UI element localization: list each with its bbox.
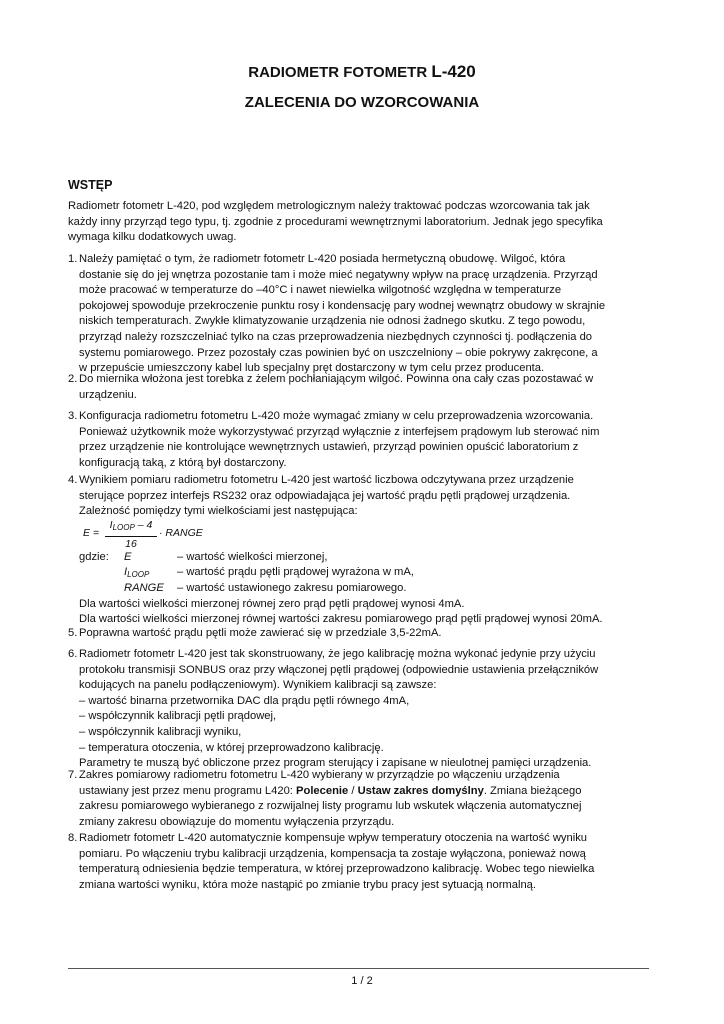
definition-row [79,550,660,566]
definition-description: – wartość prądu pętli prądowej wyrażona w mA, [177,566,414,579]
item-line: Należy pamiętać o tym, że radiometr fotometr L-420 posiada hermetyczną obudowę. Wilgoć, która [79,253,566,265]
title-prefix: RADIOMETR FOTOMETR [248,64,432,81]
formula-numerator-rest: – 4 [134,518,153,531]
item-line: Dla wartości wielkości mierzonej równej wartości zakresu pomiarowego prąd pętli prądowej wynosi 20mA. [79,613,603,626]
item-line: przyrząd należy rozszczelniać tylko na czas przeprowadzenia niezbędnych czynności tj. podłączenia do [79,330,593,343]
item-line: Radiometr fotometr L-420 automatycznie kompensuje wpływ temperatury otoczenia na wartość wyniku [79,832,588,844]
definition-symbol: RANGE [124,581,164,594]
item-line: urządzeniu. [79,388,137,401]
definition-description: – wartość wielkości mierzonej, [177,550,328,563]
definition-symbol-base: I [124,566,128,579]
list-item-2 [68,372,660,403]
intro-line: wymaga kilku dodatkowych uwag. [68,231,237,244]
item-number: 8. [68,832,78,844]
menu-path-suffix: . Zmiana bieżącego [483,784,582,797]
item-number: 2. [68,373,78,385]
item-line: protokołu transmisji SONBUS oraz przy włączonej pętli prądowej (odpowiednie ustawienia przełączników [79,663,599,676]
item-line: sterujące poprzez interfejs RS232 oraz odpowiadająca jej wartość prądu pętli prądowej urządzenia. [79,489,571,502]
item-line: – współczynnik kalibracji pętli prądowej, [79,710,277,723]
item-line: Dla wartości wielkości mierzonej równej zero prąd pętli prądowej wynosi 4mA. [79,597,465,610]
item-line: – wartość binarna przetwornika DAC dla prądu pętli równego 4mA, [79,694,410,707]
item-line: Konfiguracja radiometru fotometru L-420 może wymagać zmiany w celu przeprowadzenia wzorcowania. [79,410,594,422]
item-line: w przepuście umieszczony kabel lub specjalny pręt dostarczony w tym celu przez producenta. [79,362,545,375]
item-line: Parametry te muszą być obliczone przez program sterujący i zapisane w nieulotnej pamięci urządzenia. [79,757,592,770]
formula-fraction [105,518,157,553]
formula-numerator-sub: LOOP [112,522,135,532]
intro-line: Radiometr fotometr L-420, pod względem metrologicznym należy traktować podczas wzorcowania tak jak [68,200,590,212]
intro-paragraph [68,199,660,246]
item-line: może pracować w temperaturze do –40°C i nawet niewielka wilgotność względna w temperaturze [79,284,562,297]
intro-line: każdy inny przyrząd tego typu, tj. zgodnie z procedurami wewnętrznymi laboratorium. Jednak jego specyfika [68,215,603,228]
item-line: Poprawna wartość prądu pętli może zawierać się w przedziale 3,5-22mA. [79,627,442,639]
item-line: systemu pomiarowego. Przez pozostały czas powinien być on uszczelniony – obie pokrywy zakręcone, a [79,346,598,359]
item-line: temperaturą odniesienia będzie temperatura, w której przeprowadzono kalibrację. Wobec tego niewielka [79,863,595,876]
item-number: 3. [68,410,78,422]
document-title [0,62,724,82]
item-number: 5. [68,627,78,639]
menu-separator: / [348,784,358,797]
definition-description: – wartość ustawionego zakresu pomiarowego. [177,581,407,594]
item-line: Do miernika włożona jest torebka z żelem pochłaniającym wilgoć. Powinna ona cały czas pozostawać w [79,373,594,385]
definition-symbol: E [124,550,132,563]
item-number: 4. [68,474,78,486]
item-line: przez urządzenie nie kontrolujące wewnętrznych ustawień, przyrząd powinien opuścić laboratorium z [79,441,579,454]
item-line: konfiguracją taką, z którą był dostarczony. [79,456,287,469]
title-model: L-420 [431,62,476,81]
item-number: 1. [68,253,78,265]
list-item-3 [68,409,660,471]
footer-divider [68,968,649,969]
formula-numerator-base: I [109,518,113,531]
item-line: dostanie się do jej wnętrza pozostanie tam i może mieć negatywny wpływ na pracę urządzenia. Przyrząd [79,268,598,281]
list-item-7 [68,768,660,830]
item-line: zmiany zakresu obowiązuje do momentu wyłączenia przyrządu. [79,815,395,828]
formula [79,520,660,550]
page-number: 1 / 2 [351,975,373,987]
list-item-5 [68,626,660,642]
item-line: Wynikiem pomiaru radiometru fotometru L-420 jest wartość liczbowa odczytywana przez urządzenie [79,474,574,486]
item-line: pomiaru. Po włączeniu trybu kalibracji urządzenia, kompensacja ta zostaje wyłączona, ponieważ nową [79,847,586,860]
formula-denominator: 16 [125,538,137,551]
menu-path-prefix: ustawiany jest przez menu programu L420: [79,784,297,797]
item-line: zmiana wartości wyniku, która może nastąpić po zmianie trybu pracy jest sytuacją normalną. [79,878,537,891]
menu-command: Polecenie [296,784,349,797]
definition-row [79,581,660,597]
definition-symbol-sub: LOOP [127,570,150,580]
list-item-6 [68,647,660,772]
formula-lhs: E = [83,526,100,539]
item-line: kodujących na panelu podłączeniowym). Wynikiem kalibracji są zawsze: [79,679,437,692]
formula-numerator [105,518,157,538]
item-line: Ponieważ użytkownik może wykorzystywać przyrząd wyłącznie z interfejsem prądowym lub sterować nim [79,425,600,438]
list-item-8 [68,831,660,893]
item-line: pokojowej spowoduje przekroczenie punktu rosy i kondensację pary wodnej wewnątrz obudowy w skrajnie [79,299,606,312]
item-line: Zakres pomiarowy radiometru fotometru L-420 wybierany w przyrządzie po włączeniu urządzenia [79,769,560,781]
item-line: zakresu pomiarowego wybieranego z rozwijalnej listy programu lub wskutek włączenia automatycznej [79,800,582,813]
item-line: – temperatura otoczenia, w której przeprowadzono kalibrację. [79,741,384,754]
item-line-menu-path [79,784,660,800]
definition-row [79,565,660,581]
menu-subcommand: Ustaw zakres domyślny [357,784,484,797]
item-line: Radiometr fotometr L-420 jest tak skonstruowany, że jego kalibrację można wykonać jedynie przy użyciu [79,648,596,660]
section-heading: WSTĘP [68,178,113,192]
item-number: 6. [68,648,78,660]
list-item-4 [68,473,660,628]
document-subtitle: ZALECENIA DO WZORCOWANIA [244,94,480,111]
formula-rhs: · RANGE [159,526,203,539]
where-label: gdzie: [79,550,109,563]
item-number: 7. [68,769,78,781]
item-line: niskich temperaturach. Zwykłe klimatyzowanie urządzenia nie odnosi żadnego skutku. Z tego powodu, [79,315,586,328]
item-line: Zależność pomiędzy tymi wielkościami jest następująca: [79,505,358,518]
list-item-1 [68,252,660,377]
item-line: – współczynnik kalibracji wyniku, [79,725,242,738]
